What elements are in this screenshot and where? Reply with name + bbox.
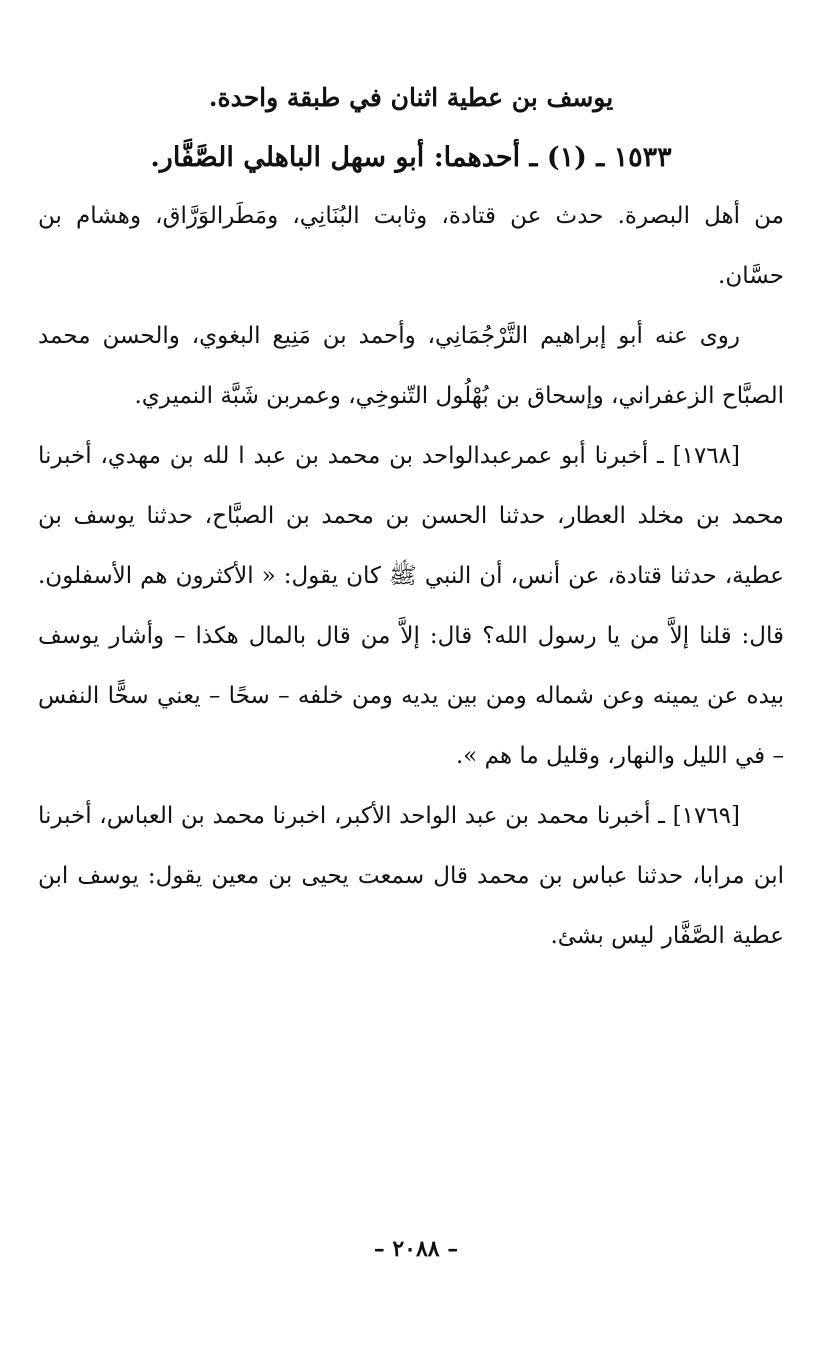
paragraph-biography: من أهل البصرة. حدث عن قتادة، وثابت البُنَانِي، ومَطَرالوَرَّاق، وهشام بن حسَّان. <box>38 203 784 289</box>
paragraph-report-1769: [١٧٦٩] ـ أخبرنا محمد بن عبد الواحد الأكبر، اخبرنا محمد بن العباس، أخبرنا ابن مرابا، حدثنا عباس بن محمد قال سمعت يحيى بن معين يقول: يوسف ابن عطية الصَّفَّار ليس بشئ. <box>38 803 784 949</box>
entry-heading: ١٥٣٣ ـ (١) ـ أحدهما: أبو سهل الباهلي الصَّفَّار. <box>150 142 672 173</box>
section-heading: يوسف بن عطية اثنان في طبقة واحدة. <box>208 83 614 112</box>
paragraph-narrators: روى عنه أبو إبراهيم التَّرْجُمَانِي، وأحمد بن مَنِيع البغوي، والحسن محمد الصبَّاح الزعفراني، وإسحاق بن بُهْلُول التّنوخِي، وعمربن شَبَّة النميري. <box>38 323 784 409</box>
page-body <box>38 78 784 966</box>
paragraph-hadith-1768: [١٧٦٨] ـ أخبرنا أبو عمرعبدالواحد بن محمد بن عبد ا لله بن مهدي، أخبرنا محمد بن مخلد العطار، حدثنا الحسن بن محمد بن الصبَّاح، حدثنا يوسف بن عطية، حدثنا قتادة، عن أنس، أن النبي ﷺ كان يقول: « الأكثرون هم الأسفلون. قال: قلنا إلاَّ من يا رسول الله؟ قال: إلاَّ من قال بالمال هكذا – وأشار يوسف بيده عن يمينه وعن شماله ومن بين يديه ومن خلفه – سحًا – يعني سحًّا النفس – في الليل والنهار، وقليل ما هم ». <box>38 443 784 769</box>
page-number: – ٢٠٨٨ – <box>373 1236 459 1262</box>
